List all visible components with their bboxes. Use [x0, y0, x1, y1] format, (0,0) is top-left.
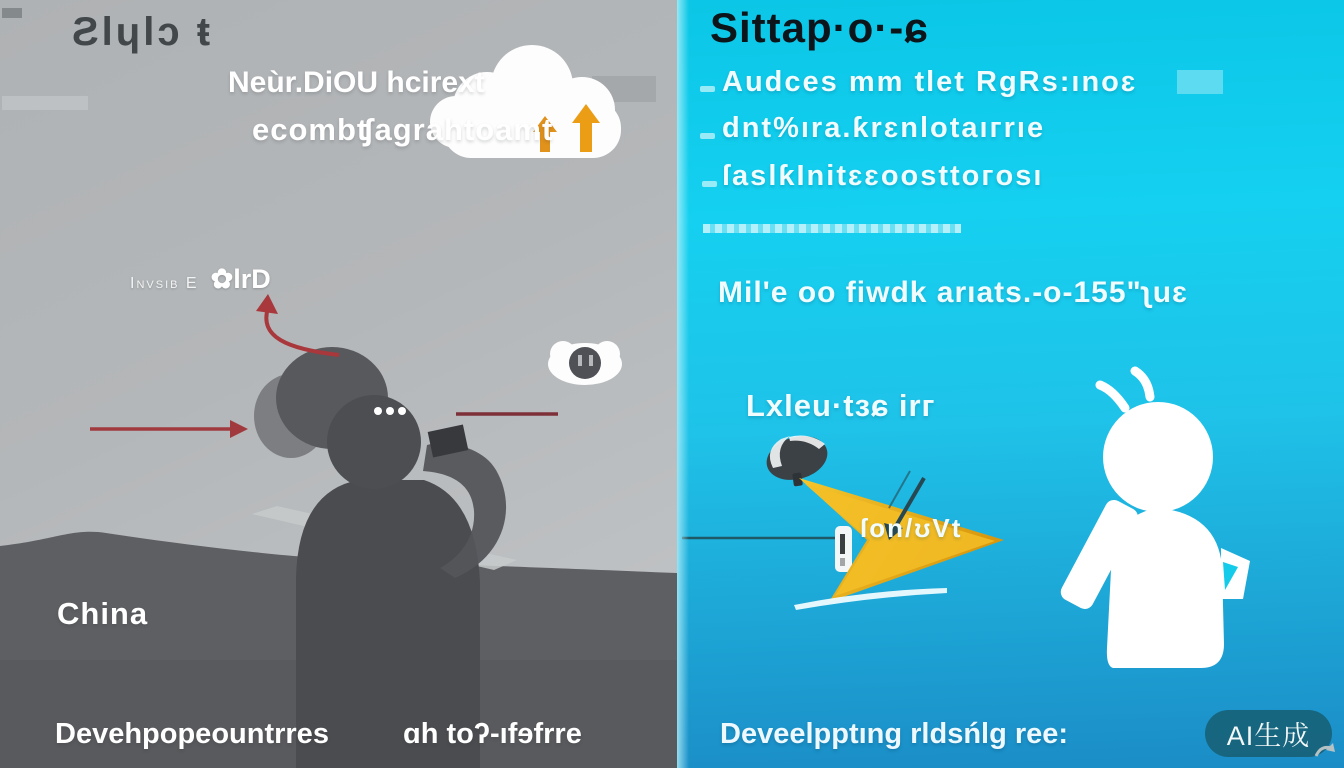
swoosh-icon: [794, 588, 947, 610]
bullet-dash: [702, 181, 717, 187]
ai-watermark-badge: [1205, 710, 1332, 757]
left-subtitle-line1: Neùr.DiOU hcirext: [228, 66, 485, 99]
invisible-label-small: Invsib E: [130, 275, 199, 292]
divider-stripe: [703, 224, 961, 233]
region-label: China: [57, 596, 149, 631]
left-title: Ƨlɥlɔ ŧ: [72, 10, 214, 54]
right-bullet-1: Audces mm tlet RgRs:ınoɛ: [722, 66, 1138, 98]
smudge: [2, 96, 88, 110]
ai-watermark-label: AI生成: [1226, 721, 1311, 751]
battery-marker-icon: [835, 526, 852, 572]
bullet-dash: [700, 133, 715, 139]
red-arrow-right-icon: [90, 420, 248, 438]
watermark-arrow-icon: [1312, 740, 1336, 760]
left-bottom-caption-1: Devehpopeountrres: [55, 718, 329, 750]
red-curved-arrow-icon: [256, 294, 339, 355]
headset-face-icon: [548, 341, 622, 385]
ellipsis-dots-icon: [374, 407, 406, 415]
arrow-label: ſon/ʊVt: [860, 513, 963, 543]
invisible-label: [130, 264, 271, 295]
right-bullet-2: dnt%ıra.ƙrɛnlotaıгrıe: [722, 112, 1046, 144]
person-white-silhouette: [1058, 371, 1250, 668]
smudge: [2, 8, 22, 18]
milestone-line: Mil'e oo fiwdk arıats.-o-155"ʅuɛ: [718, 276, 1189, 309]
right-bottom-caption: Deveelpptıng rldsńlg ree:: [720, 718, 1069, 750]
bullet-dash: [700, 86, 715, 92]
right-bullet-3: ſaslƙInitɛɛoosttoгosı: [722, 160, 1044, 192]
left-bottom-caption-2: ɑh toʔ-ıfɘfrre: [403, 718, 582, 750]
invisible-label-em: ✿lrD: [210, 264, 271, 294]
left-subtitle-line2: ecombʧagrahtoamt: [252, 112, 554, 147]
section-label: Lxleu·tɜɕ irг: [746, 388, 936, 423]
smudge: [1177, 70, 1223, 94]
mouse-icon: [761, 429, 832, 486]
right-title: Sittap·o·-ɕ: [710, 4, 929, 51]
